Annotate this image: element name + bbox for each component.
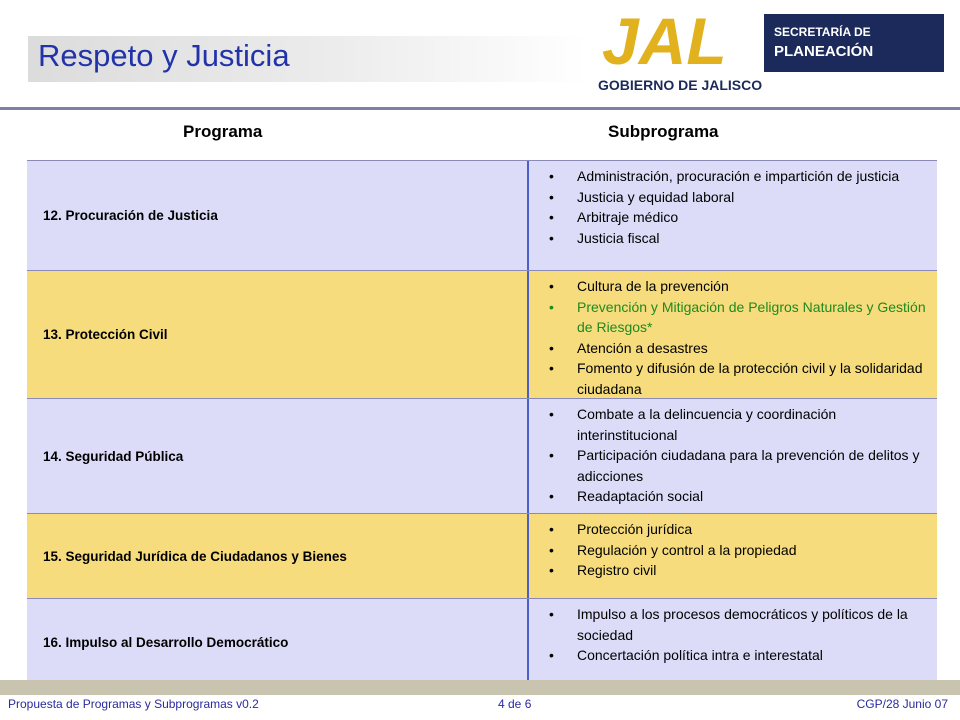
subprograma-item — [549, 338, 931, 359]
bullet-icon: • — [549, 298, 554, 315]
bullet-icon: • — [549, 209, 554, 225]
logo-mark: JAL — [602, 6, 727, 78]
subprograma-item — [549, 297, 931, 338]
subprograma-list — [549, 604, 931, 666]
bullet-icon: • — [549, 647, 554, 663]
bullet-icon: • — [549, 339, 554, 356]
subprograma-item — [549, 540, 931, 561]
subprograma-item-text: Combate a la delincuencia y coordinación interinstitucional — [577, 406, 837, 443]
subprograma-item — [549, 166, 931, 187]
footer-band — [0, 680, 960, 695]
subprograma-item-text: Administración, procuración e impartición de justicia — [577, 168, 900, 184]
jalisco-logo — [596, 6, 948, 98]
bullet-icon: • — [549, 278, 554, 294]
logo-line-2: PLANEACIÓN — [774, 43, 874, 60]
table-row — [27, 599, 937, 687]
bullet-icon: • — [549, 188, 554, 205]
subprograma-cell — [527, 271, 937, 398]
subprograma-item — [549, 486, 931, 507]
bullet-icon: • — [549, 606, 554, 622]
subprograma-item — [549, 445, 931, 486]
subprograma-list — [549, 166, 931, 248]
header-divider — [0, 107, 960, 110]
subprograma-item-text: Readaptación social — [577, 488, 704, 504]
table-row — [27, 161, 937, 271]
subprograma-item-text: Participación ciudadana para la prevención de delitos y adicciones — [577, 447, 920, 484]
table-row — [27, 399, 937, 514]
subprograma-item-text: Impulso a los procesos democráticos y políticos de la sociedad — [577, 606, 908, 643]
subprograma-item-text: Justicia y equidad laboral — [577, 188, 735, 205]
logo-line-1: SECRETARÍA DE — [774, 25, 871, 39]
table-row — [27, 271, 937, 399]
column-header-programa: Programa — [183, 122, 263, 141]
subprograma-item — [549, 358, 931, 399]
subprograma-list — [549, 276, 931, 399]
subprograma-item-text: Arbitraje médico — [577, 209, 679, 225]
subprograma-cell — [527, 514, 937, 598]
table-row — [27, 514, 937, 599]
programa-cell: 12. Procuración de Justicia — [43, 208, 218, 223]
program-table — [27, 160, 937, 687]
footer-right: CGP/28 Junio 07 — [856, 697, 948, 711]
programa-cell: 16. Impulso al Desarrollo Democrático — [43, 635, 289, 650]
subprograma-cell — [527, 399, 937, 513]
subprograma-item — [549, 604, 931, 645]
subprograma-item — [549, 276, 931, 297]
subprograma-item — [549, 560, 931, 581]
subprograma-cell — [527, 161, 937, 270]
subprograma-item — [549, 519, 931, 540]
programa-cell: 14. Seguridad Pública — [43, 448, 184, 464]
subprograma-item — [549, 207, 931, 228]
bullet-icon: • — [549, 229, 554, 246]
subprograma-item-text: Registro civil — [577, 562, 657, 578]
programa-cell: 15. Seguridad Jurídica de Ciudadanos y Bienes — [43, 548, 347, 564]
subprograma-cell — [527, 599, 937, 686]
subprograma-item-text: Justicia fiscal — [577, 229, 660, 246]
bullet-icon: • — [549, 488, 554, 504]
subprograma-item — [549, 404, 931, 445]
subprograma-item — [549, 187, 931, 208]
footer-left: Propuesta de Programas y Subprogramas v0.2 — [8, 697, 259, 711]
subprograma-list — [549, 519, 931, 581]
logo-line-3: GOBIERNO DE JALISCO — [598, 77, 763, 93]
bullet-icon: • — [549, 521, 554, 537]
bullet-icon: • — [549, 541, 554, 558]
bullet-icon: • — [549, 360, 554, 376]
subprograma-item-text: Fomento y difusión de la protección civil y la solidaridad ciudadana — [577, 360, 923, 397]
programa-cell: 13. Protección Civil — [43, 327, 168, 342]
subprograma-item-text: Cultura de la prevención — [577, 278, 729, 294]
bullet-icon: • — [549, 168, 554, 184]
page-title: Respeto y Justicia — [38, 38, 290, 73]
subprograma-item — [549, 645, 931, 666]
subprograma-item-text: Protección jurídica — [577, 521, 693, 537]
subprograma-list — [549, 404, 931, 507]
column-header-subprograma: Subprograma — [608, 122, 719, 141]
bullet-icon: • — [549, 447, 554, 463]
footer-page-number: 4 de 6 — [498, 697, 532, 711]
subprograma-item-text: Regulación y control a la propiedad — [577, 541, 797, 558]
bullet-icon: • — [549, 562, 554, 578]
subprograma-item-text: Concertación política intra e interestatal — [577, 647, 823, 663]
bullet-icon: • — [549, 406, 554, 422]
subprograma-item — [549, 228, 931, 249]
subprograma-item-text: Atención a desastres — [577, 339, 708, 356]
subprograma-item-text: Prevención y Mitigación de Peligros Naturales y Gestión de Riesgos* — [577, 298, 926, 335]
